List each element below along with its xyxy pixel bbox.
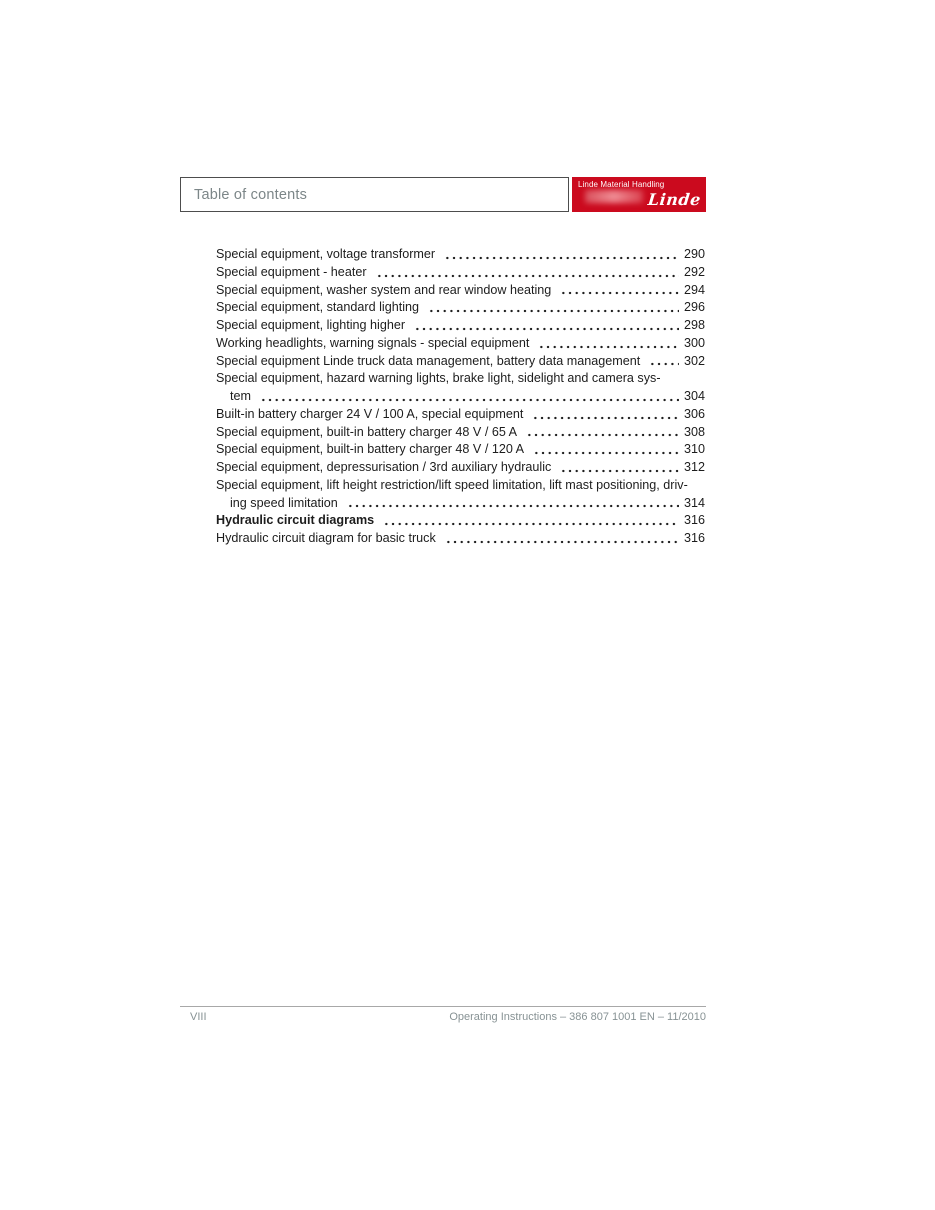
toc-entry-label: Special equipment, voltage transformer	[216, 247, 436, 261]
toc-entry-label: tem	[230, 389, 251, 403]
toc-entry	[216, 264, 705, 282]
toc-entry-continuation	[216, 495, 705, 513]
toc-entry-page: 290	[683, 247, 705, 261]
toc-entry-label: Special equipment - heater	[216, 264, 367, 279]
dot-leader	[445, 530, 679, 548]
toc-entry-label: ing speed limitation	[230, 495, 338, 510]
toc-entry-page: 314	[683, 495, 705, 510]
toc-entry	[216, 282, 705, 300]
page-header	[180, 177, 706, 212]
toc-section-entry	[216, 512, 705, 530]
toc-entry	[216, 477, 705, 495]
page-footer	[180, 1006, 706, 1023]
toc-entry	[216, 353, 705, 371]
toc-entry-page: 316	[683, 531, 705, 545]
section-title-box	[180, 177, 569, 212]
toc-entry-page: 308	[683, 424, 705, 439]
dot-leader	[526, 424, 679, 442]
toc-entry-label: Special equipment, standard lighting	[216, 300, 420, 315]
dot-leader	[538, 335, 679, 353]
toc-entry	[216, 246, 705, 264]
dot-leader	[376, 264, 679, 282]
toc-entry-label: Special equipment, built-in battery charger 48 V / 65 A	[216, 424, 518, 439]
toc-entry-page: 302	[683, 353, 705, 368]
toc-entry-label: Working headlights, warning signals - special equipment	[216, 335, 530, 350]
toc-entry-page: 292	[683, 264, 705, 279]
toc-entry-label: Special equipment, hazard warning lights, brake light, sidelight and camera sys-	[216, 371, 661, 386]
dot-leader	[414, 317, 679, 335]
toc-entry-page: 304	[683, 389, 705, 403]
redacted-logo-patch	[585, 190, 643, 203]
footer-page-number: VIII	[190, 1011, 207, 1023]
toc-entry-continuation	[216, 388, 705, 406]
toc-entry-page: 306	[683, 406, 705, 421]
footer-doc-reference: Operating Instructions – 386 807 1001 EN – 11/2010	[449, 1011, 706, 1023]
toc-entry-page: 298	[683, 318, 705, 332]
toc-entry	[216, 406, 705, 424]
dot-leader	[649, 353, 679, 371]
toc-entry-label: Special equipment, lift height restriction/lift speed limitation, lift mast positioning, driv-	[216, 477, 688, 492]
toc-entry	[216, 299, 705, 317]
toc-entry	[216, 317, 705, 335]
dot-leader	[560, 459, 679, 477]
dot-leader	[260, 388, 679, 406]
footer-divider	[180, 1006, 706, 1007]
toc-list	[216, 246, 705, 548]
brand-tagline: Linde Material Handling	[578, 180, 665, 189]
toc-entry-label: Hydraulic circuit diagrams	[216, 513, 375, 528]
toc-entry-page: 312	[683, 460, 705, 474]
toc-entry-page: 300	[683, 335, 705, 350]
dot-leader	[428, 299, 679, 317]
toc-entry-label: Special equipment, washer system and rear window heating	[216, 282, 552, 297]
toc-entry	[216, 441, 705, 459]
toc-entry-page: 310	[683, 442, 705, 457]
dot-leader	[560, 282, 679, 300]
toc-entry-label: Built-in battery charger 24 V / 100 A, special equipment	[216, 406, 524, 421]
dot-leader	[533, 441, 679, 459]
page-title: Table of contents	[194, 186, 308, 203]
toc-entry-label: Special equipment, built-in battery charger 48 V / 120 A	[216, 442, 525, 457]
toc-entry-label: Special equipment, depressurisation / 3rd auxiliary hydraulic	[216, 460, 552, 474]
toc-entry-label: Special equipment Linde truck data management, battery data management	[216, 353, 641, 368]
linde-brand-box	[572, 177, 706, 212]
toc-entry	[216, 459, 705, 477]
toc-entry	[216, 370, 705, 388]
dot-leader	[347, 495, 679, 513]
toc-entry	[216, 530, 705, 548]
dot-leader	[383, 512, 679, 530]
toc-entry	[216, 424, 705, 442]
toc-entry-label: Special equipment, lighting higher	[216, 318, 406, 332]
linde-logo: Linde	[647, 190, 702, 209]
toc-entry-label: Hydraulic circuit diagram for basic truck	[216, 531, 436, 545]
toc-entry-page: 316	[683, 513, 705, 528]
dot-leader	[532, 406, 679, 424]
toc-entry	[216, 335, 705, 353]
dot-leader	[444, 246, 679, 264]
toc-entry-page: 296	[683, 300, 705, 315]
toc-entry-page: 294	[683, 282, 705, 297]
